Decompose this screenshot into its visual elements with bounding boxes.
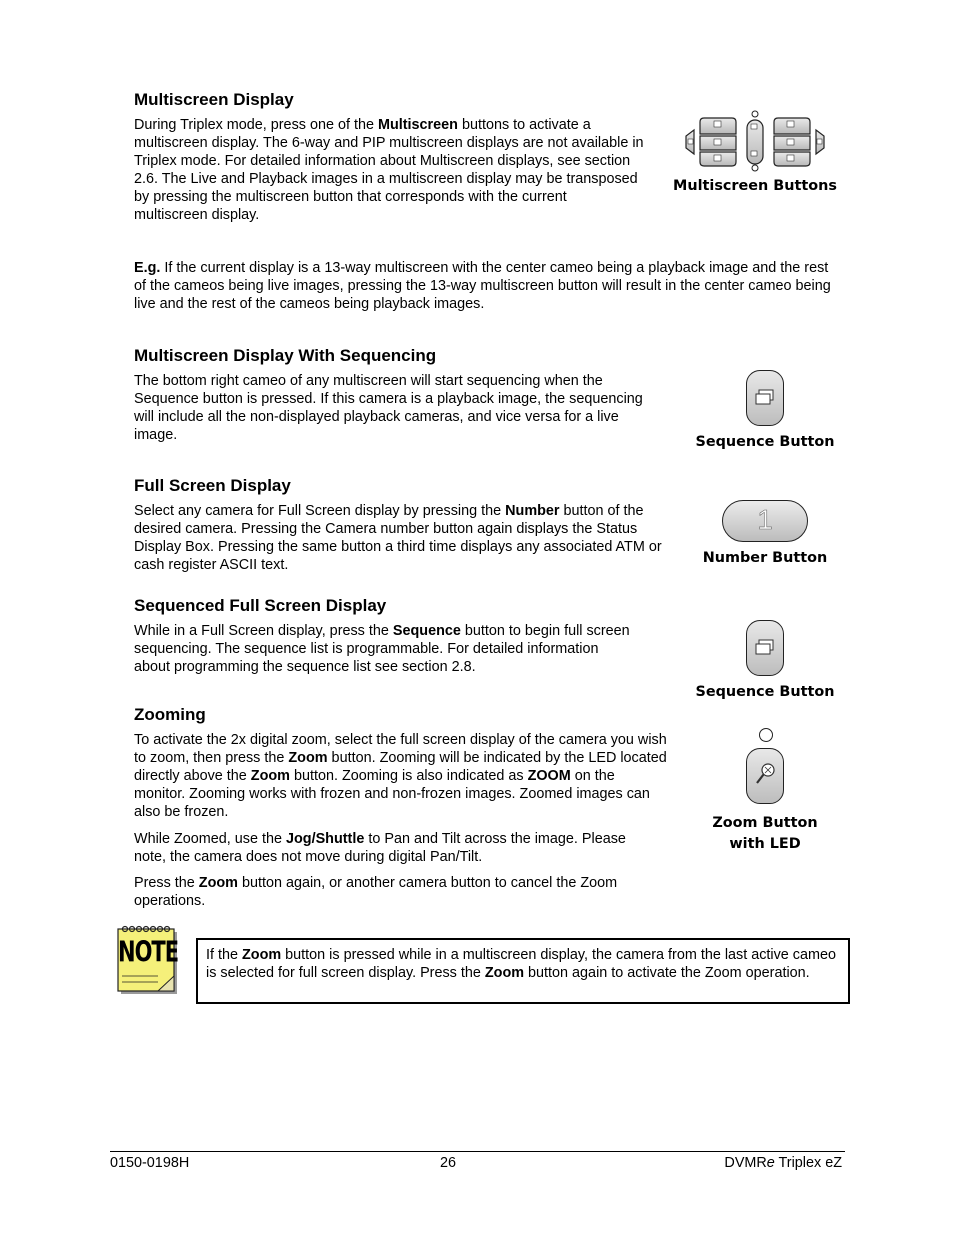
- example-paragraph: E.g. If the current display is a 13-way multiscreen with the center cameo being a playback image and the rest of the cameos being live images, pressing the 13-way multiscreen button will result in the center cameo being live and the rest of the cameos being playback images.: [134, 260, 831, 312]
- fullscreen-paragraph: Select any camera for Full Screen display by pressing the Number button of the desired camera. Pressing the Camera number button again displays the Status Display Box. Pressing the same button a third time displays any associated ATM or cash register ASCII text.: [134, 503, 662, 573]
- zooming-paragraph-3: Press the Zoom button again, or another camera button to cancel the Zoom operations.: [134, 875, 618, 909]
- number-button-label: 1: [757, 504, 773, 535]
- section-title-multiscreen: Multiscreen Display: [134, 90, 294, 109]
- note-icon-text: NOTE: [118, 935, 179, 969]
- number-button-caption: Number Button: [702, 550, 828, 566]
- section-title-fullscreen: Full Screen Display: [134, 476, 291, 495]
- zooming-paragraph-2: While Zoomed, use the Jog/Shuttle to Pan and Tilt across the image. Please note, the camera does not move during digital Pan/Tilt.: [134, 831, 626, 865]
- zoom-led-icon: [759, 728, 773, 742]
- sequence-button-caption-2: Sequence Button: [695, 684, 835, 700]
- zoom-button-icon: [746, 748, 784, 804]
- multiscreen-buttons-caption: Multiscreen Buttons: [673, 178, 837, 194]
- footer-page-number: 26: [440, 1155, 457, 1171]
- multiscreen-paragraph: During Triplex mode, press one of the Multiscreen buttons to activate a multiscreen display. The 6-way and PIP multiscreen displays are not available in Triplex mode. For detailed information about Multiscreen displays, see section 2.6. The Live and Playback images in a multiscreen display may be transposed by pressing the multiscreen button that corresponds with the current multiscreen display.: [134, 117, 644, 223]
- sequence-button-icon-2: [746, 620, 784, 676]
- section-title-zooming: Zooming: [134, 705, 206, 724]
- zoom-button-caption: Zoom Button with LED: [712, 815, 818, 852]
- number-button-icon: [722, 500, 808, 542]
- footer-rule: [110, 1151, 845, 1152]
- note-box: If the Zoom button is pressed while in a multiscreen display, the camera from the last active cameo is selected for full screen display. Press the Zoom button again to activate the Zoom operation.: [196, 938, 850, 1004]
- section-title-sequencing: Multiscreen Display With Sequencing: [134, 346, 437, 365]
- section-title-seqfull: Sequenced Full Screen Display: [134, 596, 387, 615]
- multiscreen-buttons-icon: [680, 108, 830, 174]
- footer-product: DVMRe Triplex eZ: [724, 1155, 842, 1171]
- sequencing-paragraph: The bottom right cameo of any multiscreen will start sequencing when the Sequence button is pressed. If this camera is a playback image, the sequencing will include all the non-displayed playback cameras, and vice versa for a live image.: [134, 373, 643, 443]
- sequence-button-icon: [746, 370, 784, 426]
- footer-doc-number: 0150-0198H: [110, 1155, 190, 1171]
- seqfull-paragraph: While in a Full Screen display, press the Sequence button to begin full screen sequencing. The sequence list is programmable. For detailed information about programming the sequence list see section 2.8.: [134, 623, 630, 675]
- zooming-paragraph-1: To activate the 2x digital zoom, select the full screen display of the camera you wish to zoom, then press the Zoom button. Zooming will be indicated by the LED located directly above the Zoom button. Zooming is also indicated as ZOOM on the monitor. Zooming works with frozen and non-frozen images. Zoomed images can also be frozen.: [134, 732, 667, 820]
- sequence-button-caption-1: Sequence Button: [695, 434, 835, 450]
